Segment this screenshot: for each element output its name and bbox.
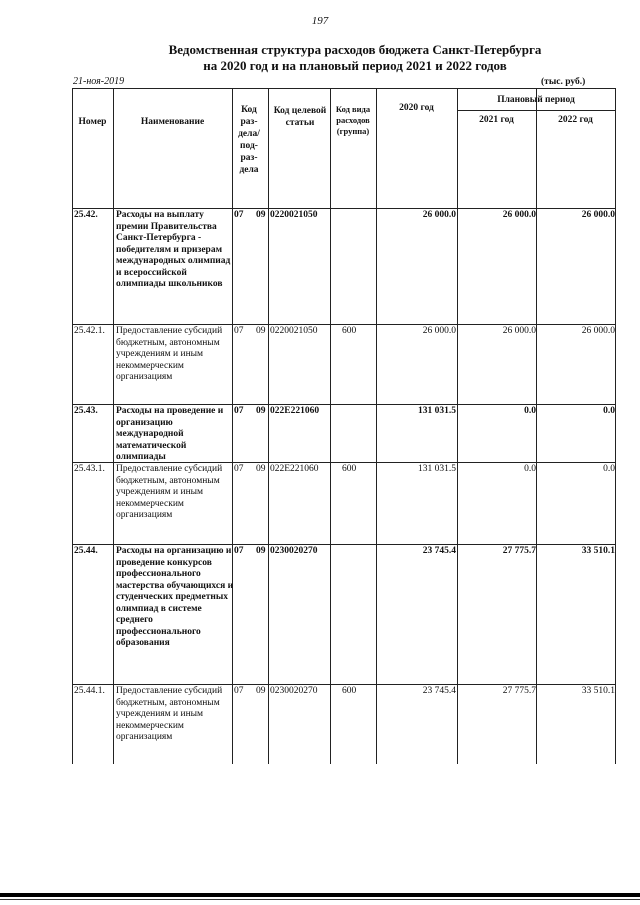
row-name: Предоставление субсидий бюджетным, автономным учреждениям и иным некоммерческим организациям — [116, 464, 223, 520]
page-number: 197 — [311, 15, 329, 27]
title-line-2: на 2020 год и на плановый период 2021 и 2022 годов — [203, 58, 507, 73]
title-line-1: Ведомственная структура расходов бюджета Санкт-Петербурга — [168, 42, 542, 57]
row-section: 07 — [234, 210, 244, 220]
row-2021: 27 775.7 — [502, 546, 536, 556]
row-target: 0230020270 — [270, 546, 318, 556]
row-section: 07 — [234, 546, 244, 556]
row-section: 07 — [234, 464, 244, 474]
document-date: 21-ноя-2019 — [73, 76, 125, 87]
row-subsection: 09 — [256, 210, 266, 220]
row-number: 25.42.1. — [74, 326, 105, 336]
row-number: 25.43.1. — [74, 464, 105, 474]
header-name: Наименование — [140, 117, 205, 127]
row-2020: 26 000.0 — [422, 326, 456, 336]
row-target: 0230020270 — [270, 686, 318, 696]
row-subsection: 09 — [256, 546, 266, 556]
row-target: 0220021050 — [270, 326, 318, 336]
row-2020: 26 000.0 — [422, 210, 456, 220]
row-name: Предоставление субсидий бюджетным, автономным учреждениям и иным некоммерческим организациям — [116, 326, 223, 382]
row-name: Расходы на организацию и проведение конкурсов профессионального мастерства обучающихся и студенческих предметных олимпиад в системе среднего профессионального образования — [116, 546, 234, 648]
row-2021: 0.0 — [524, 464, 536, 474]
header-2020: 2020 год — [399, 103, 434, 113]
header-expense: Код вида расходов (группа) — [335, 104, 371, 136]
row-name: Расходы на выплату премии Правительства Санкт-Петербурга - победителям и призерам международных олимпиад и всероссийской олимпиады школьников — [116, 210, 231, 289]
row-name: Расходы на проведение и организацию международной математической олимпиады — [116, 406, 224, 462]
header-planned-period: Плановый период — [497, 95, 575, 105]
row-2020: 23 745.4 — [422, 686, 456, 696]
bottom-border-thick — [0, 893, 640, 897]
header-2021: 2021 год — [479, 115, 514, 125]
row-2022: 26 000.0 — [581, 210, 615, 220]
header-target: Код целевой статьи — [273, 106, 327, 128]
row-2022: 26 000.0 — [581, 326, 615, 336]
row-2022: 0.0 — [603, 406, 615, 416]
bottom-border-thin — [0, 899, 640, 900]
row-2021: 26 000.0 — [502, 326, 536, 336]
row-2021: 26 000.0 — [502, 210, 536, 220]
row-section: 07 — [234, 686, 244, 696]
row-2020: 131 031.5 — [418, 464, 456, 474]
row-expense: 600 — [342, 686, 357, 696]
header-section: Код раз- дела/ под- раз- дела — [238, 105, 260, 175]
row-2022: 33 510.1 — [581, 686, 615, 696]
row-target: 0220021050 — [270, 210, 318, 220]
row-2021: 27 775.7 — [502, 686, 536, 696]
row-2020: 23 745.4 — [422, 546, 456, 556]
row-number: 25.44. — [74, 546, 98, 556]
row-target: 022E221060 — [270, 406, 320, 416]
row-target: 022E221060 — [270, 464, 319, 474]
row-subsection: 09 — [256, 464, 266, 474]
row-expense: 600 — [342, 326, 357, 336]
row-expense: 600 — [342, 464, 357, 474]
row-2022: 0.0 — [603, 464, 615, 474]
header-number: Номер — [78, 117, 107, 127]
header-2022: 2022 год — [558, 115, 593, 125]
row-2020: 131 031.5 — [418, 406, 456, 416]
row-subsection: 09 — [256, 686, 266, 696]
row-number: 25.44.1. — [74, 686, 105, 696]
row-subsection: 09 — [256, 406, 266, 416]
row-number: 25.42. — [74, 210, 98, 220]
budget-table — [72, 88, 616, 764]
row-2021: 0.0 — [524, 406, 536, 416]
row-section: 07 — [234, 326, 244, 336]
units-label: (тыс. руб.) — [541, 77, 586, 87]
row-name: Предоставление субсидий бюджетным, автономным учреждениям и иным некоммерческим организациям — [116, 686, 223, 742]
row-number: 25.43. — [74, 406, 98, 416]
document-title — [120, 42, 590, 74]
row-subsection: 09 — [256, 326, 266, 336]
row-2022: 33 510.1 — [581, 546, 615, 556]
row-section: 07 — [234, 406, 244, 416]
